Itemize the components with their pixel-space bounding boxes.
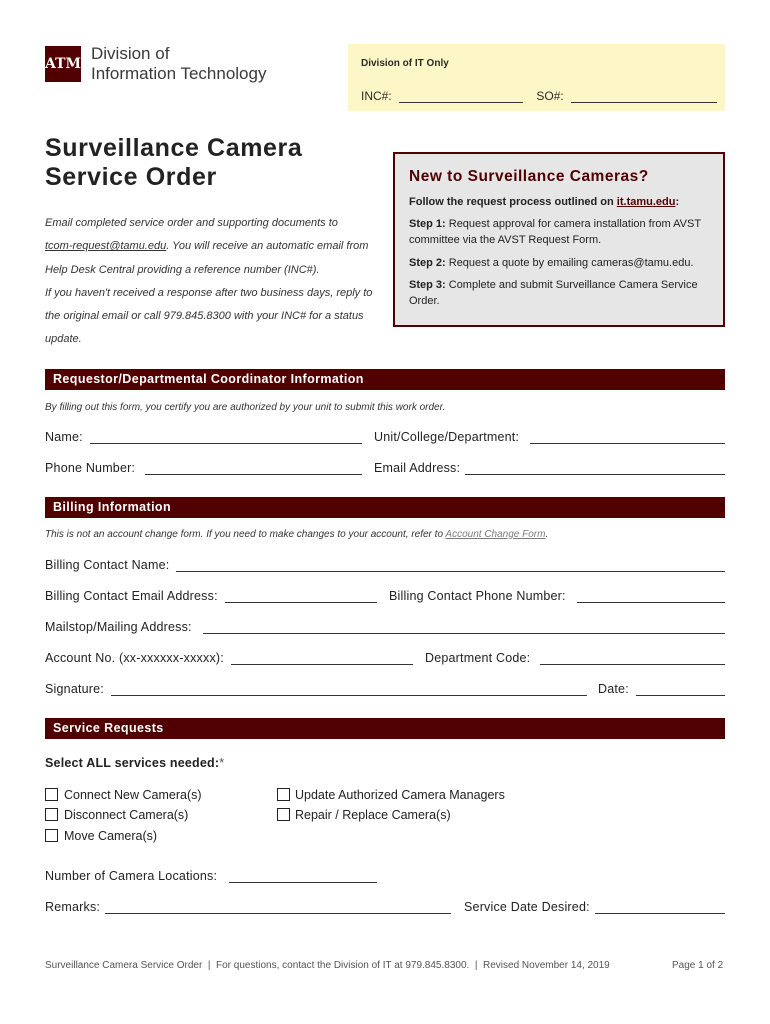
billing-email-label: Billing Contact Email Address: [45, 589, 218, 603]
dept-code-label: Department Code: [425, 651, 531, 665]
it-only-title: Division of IT Only [361, 58, 449, 69]
email-label: Email Address: [374, 461, 461, 475]
it-only-box [348, 44, 725, 111]
disconnect-camera-checkbox[interactable] [45, 808, 58, 821]
disconnect-camera-label: Disconnect Camera(s) [64, 808, 189, 822]
update-managers-checkbox[interactable] [277, 788, 290, 801]
intro-text: Email completed service order and supporting documents to tcom-request@tamu.edu. You will receive an automatic email from Help Desk Central providing a reference number (INC#). If you haven't received a response after two business days, reply to the original email or call 979.845.8300 with your INC# for a status update. [45, 217, 373, 346]
callout-step3: Step 3: Complete and submit Surveillance Camera Service Order. [409, 279, 698, 307]
callout-step2: Step 2: Request a quote by emailing cameras@tamu.edu. [409, 257, 694, 269]
unit-field[interactable] [530, 443, 725, 444]
page-title: Surveillance Camera Service Order [45, 134, 303, 191]
footer-text: Surveillance Camera Service Order | For questions, contact the Division of IT at 979.845.8300. | Revised November 14, 2019 [45, 960, 610, 971]
inc-field[interactable] [399, 101, 523, 103]
camera-locations-field[interactable] [229, 882, 377, 883]
requestor-section-header: Requestor/Departmental Coordinator Information [45, 369, 725, 390]
tcom-request-link[interactable]: tcom-request@tamu.edu [45, 240, 167, 253]
callout-heading: New to Surveillance Cameras? [409, 168, 649, 185]
callout-step1: Step 1: Request approval for camera installation from AVST committee via the AVST Request Form. [409, 218, 701, 246]
so-label: SO#: [536, 89, 564, 103]
move-camera-checkbox[interactable] [45, 829, 58, 842]
remarks-label: Remarks: [45, 900, 101, 914]
account-label: Account No. (xx-xxxxxx-xxxxx): [45, 651, 224, 665]
requestor-note: By filling out this form, you certify you are authorized by your unit to submit this work order. [45, 402, 446, 413]
account-field[interactable] [231, 664, 413, 665]
date-label: Date: [598, 682, 629, 696]
page-number: Page 1 of 2 [672, 960, 724, 971]
email-field[interactable] [465, 474, 725, 475]
services-section-header: Service Requests [45, 718, 725, 739]
account-change-form-link[interactable]: Account Change Form [445, 529, 546, 540]
name-field[interactable] [90, 443, 362, 444]
billing-note: This is not an account change form. If you need to make changes to your account, refer to Account Change Form. [45, 529, 549, 540]
callout-follow: Follow the request process outlined on it.tamu.edu: [409, 196, 680, 208]
remarks-field[interactable] [105, 913, 451, 914]
billing-email-field[interactable] [225, 602, 377, 603]
service-date-label: Service Date Desired: [464, 900, 590, 914]
inc-label: INC#: [361, 89, 392, 103]
it-tamu-link[interactable]: it.tamu.edu [616, 196, 676, 208]
service-date-field[interactable] [595, 913, 725, 914]
select-services-label: Select ALL services needed:* [45, 756, 225, 770]
unit-label: Unit/College/Department: [374, 430, 520, 444]
org-name-line1: Division of [91, 44, 170, 63]
signature-label: Signature: [45, 682, 104, 696]
repair-replace-label: Repair / Replace Camera(s) [295, 808, 451, 822]
org-name-line2: Information Technology [91, 64, 267, 83]
tamu-logo: ATM [45, 46, 81, 82]
billing-contact-name-label: Billing Contact Name: [45, 558, 170, 572]
so-field[interactable] [571, 101, 717, 103]
repair-replace-checkbox[interactable] [277, 808, 290, 821]
signature-field[interactable] [111, 695, 587, 696]
billing-phone-label: Billing Contact Phone Number: [389, 589, 566, 603]
new-to-cameras-callout [393, 152, 725, 327]
phone-field[interactable] [145, 474, 362, 475]
billing-phone-field[interactable] [577, 602, 725, 603]
camera-locations-label: Number of Camera Locations: [45, 869, 218, 883]
billing-section-header: Billing Information [45, 497, 725, 518]
dept-code-field[interactable] [540, 664, 725, 665]
mailstop-label: Mailstop/Mailing Address: [45, 620, 192, 634]
phone-label: Phone Number: [45, 461, 136, 475]
connect-new-camera-label: Connect New Camera(s) [64, 788, 202, 802]
billing-contact-name-field[interactable] [176, 571, 725, 572]
mailstop-field[interactable] [203, 633, 725, 634]
name-label: Name: [45, 430, 83, 444]
date-field[interactable] [636, 695, 725, 696]
connect-new-camera-checkbox[interactable] [45, 788, 58, 801]
move-camera-label: Move Camera(s) [64, 829, 158, 843]
update-managers-label: Update Authorized Camera Managers [295, 788, 505, 802]
